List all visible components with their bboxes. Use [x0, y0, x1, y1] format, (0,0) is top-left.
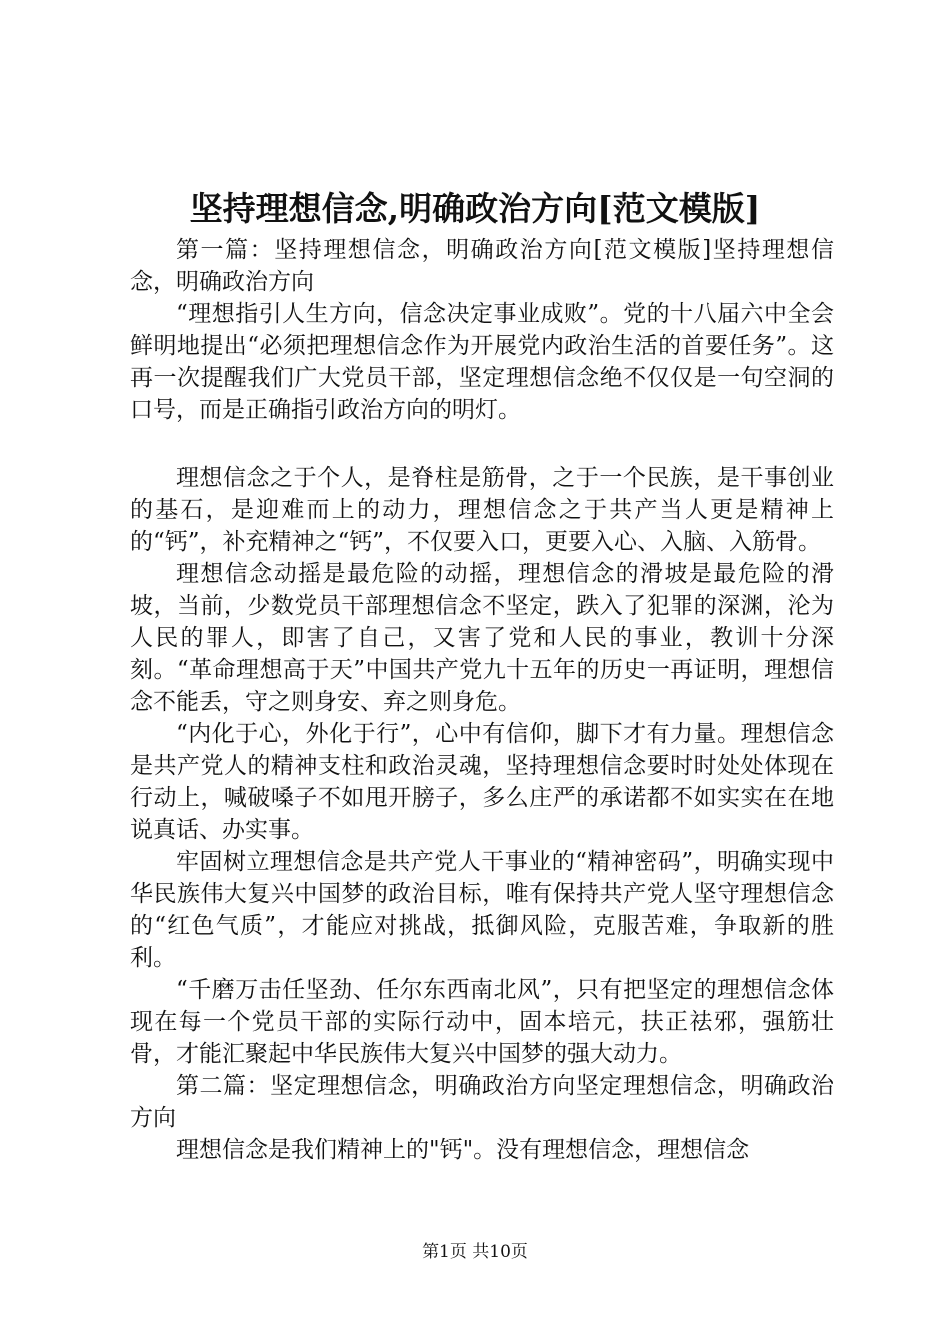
- paragraph-5: “内化于心，外化于行”，心中有信仰，脚下才有力量。理想信念是共产党人的精神支柱和政治灵魂，坚持理想信念要时时处处体现在行动上，喊破嗓子不如甩开膀子，多么庄严的承诺都不如实实在在地说真话、办实事。: [130, 721, 834, 843]
- page-number-footer: 第1页 共10页: [422, 1242, 528, 1262]
- paragraph-7: “千磨万击任坚劲、任尔东西南北风”，只有把坚定的理想信念体现在每一个党员干部的实际行动中，固本培元，扶正祛邪，强筋壮骨，才能汇聚起中华民族伟大复兴中国梦的强大动力。: [130, 977, 834, 1067]
- paragraph-6: 牢固树立理想信念是共产党人干事业的“精神密码”，明确实现中华民族伟大复兴中国梦的政治目标，唯有保持共产党人坚守理想信念的“红色气质”，才能应对挑战，抵御风险，克服苦难，争取新的胜利。: [130, 849, 834, 971]
- paragraph-1: 第一篇：坚持理想信念，明确政治方向[范文模版]坚持理想信念，明确政治方向: [130, 237, 834, 295]
- document-title: 坚持理想信念,明确政治方向[范文模版]: [189, 189, 761, 228]
- paragraph-2: “理想指引人生方向，信念决定事业成败”。党的十八届六中全会鲜明地提出“必须把理想信念作为开展党内政治生活的首要任务”。这再一次提醒我们广大党员干部，坚定理想信念绝不仅仅是一句空洞的口号，而是正确指引政治方向的明灯。: [130, 301, 834, 423]
- paragraph-3: 理想信念之于个人，是脊柱是筋骨，之于一个民族，是干事创业的基石，是迎难而上的动力，理想信念之于共产当人更是精神上的“钙”，补充精神之“钙”，不仅要入口，更要入心、入脑、入筋骨。: [130, 465, 834, 555]
- document-body: [130, 234, 834, 1166]
- paragraph-9: 理想信念是我们精神上的"钙"。没有理想信念，理想信念: [176, 1137, 750, 1163]
- paragraph-4: 理想信念动摇是最危险的动摇，理想信念的滑坡是最危险的滑坡，当前，少数党员干部理想信念不坚定，跌入了犯罪的深渊，沦为人民的罪人，即害了自己，又害了党和人民的事业，教训十分深刻。“革命理想高于天”中国共产党九十五年的历史一再证明，理想信念不能丢，守之则身安、弃之则身危。: [130, 561, 834, 715]
- paragraph-8: 第二篇：坚定理想信念，明确政治方向坚定理想信念，明确政治方向: [130, 1073, 834, 1131]
